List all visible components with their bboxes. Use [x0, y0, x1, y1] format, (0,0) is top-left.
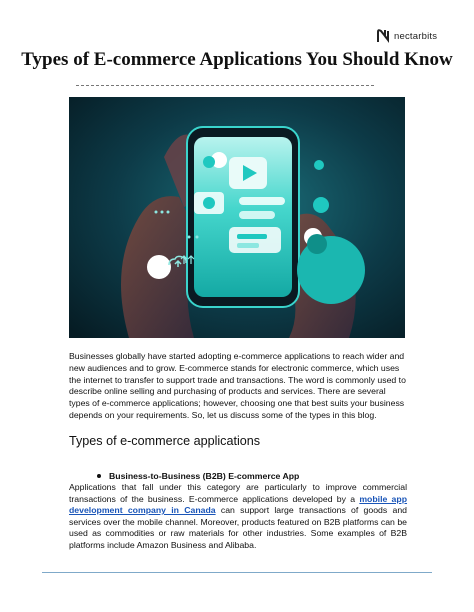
footer-divider	[42, 572, 432, 573]
title-divider	[76, 85, 374, 86]
b2b-paragraph	[69, 482, 407, 552]
mobile-app-company-link[interactable]: mobile app development company in Canada	[69, 493, 408, 516]
para-text-after-link: can support large transactions of goods and services over the mobile channel. Moreover, products featured on B2B platforms can be used as commodities or raw materials for other industries. Some examples of B2B platforms include Amazon Business and Alibaba.	[69, 505, 407, 550]
section-heading: Types of e-commerce applications	[69, 434, 261, 448]
brand-mark-icon	[376, 28, 390, 44]
hero-image	[69, 97, 405, 338]
brand-name: nectarbits	[394, 30, 438, 42]
bullet-item	[97, 471, 299, 481]
bullet-label: Business-to-Business (B2B) E-commerce App	[109, 471, 300, 481]
brand-logo	[376, 28, 437, 44]
para-text-before-link: Applications that fall under this category are particularly to improve commercial transactions of the business. E-commerce applications developed by a	[69, 482, 407, 504]
page-title: Types of E-commerce Applications You Should Know	[21, 49, 453, 70]
intro-paragraph: Businesses globally have started adopting e-commerce applications to reach wider and new audiences and to grow. E-commerce stands for electronic commerce, which uses the internet to transfer to support trade and transactions. The word is commonly used to describe online selling and purchasing of products and services. There are several types of e-commerce applications; however, choosing one that best suits your business depends on your requirements. So, let us discuss some of the types in this blog.	[69, 351, 406, 420]
bullet-dot-icon	[97, 474, 101, 478]
